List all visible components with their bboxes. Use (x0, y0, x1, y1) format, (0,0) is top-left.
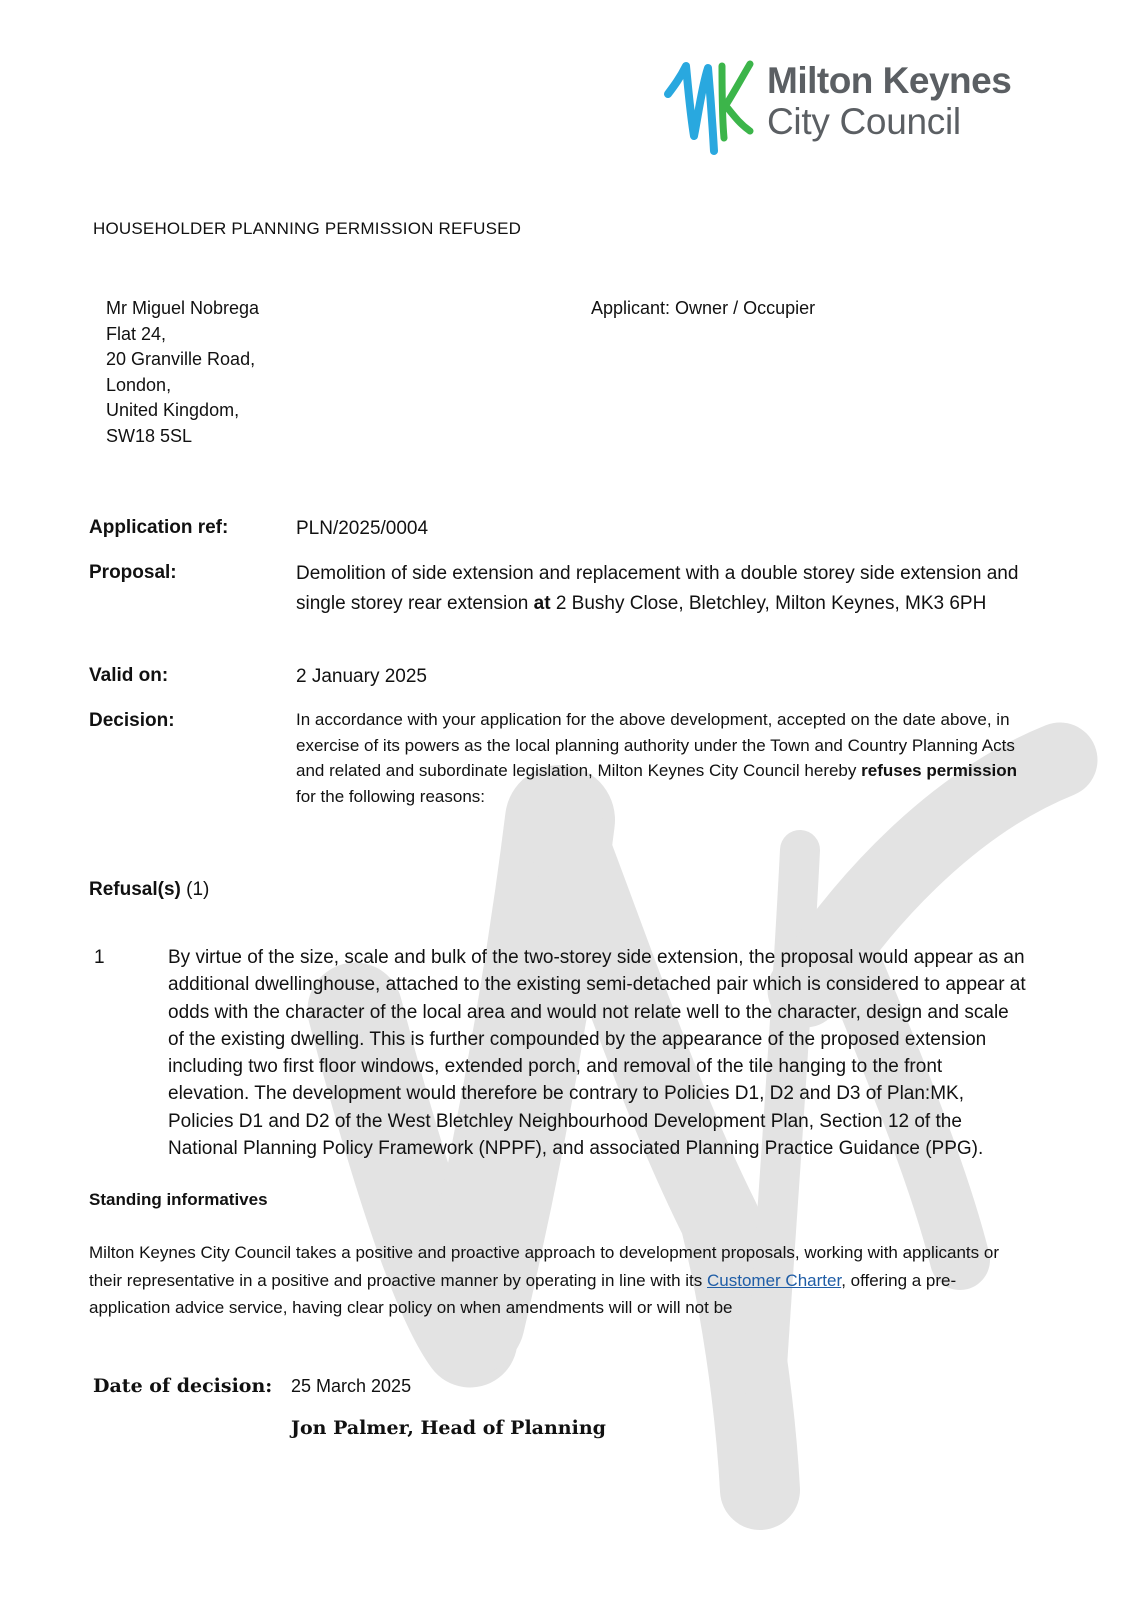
address-line-street: 20 Granville Road, (106, 349, 256, 369)
decision-label: Decision: (89, 710, 175, 731)
application-ref-value: PLN/2025/0004 (296, 518, 429, 539)
address-line-name: Mr Miguel Nobrega (106, 298, 260, 318)
logo-text-line2: City Council (767, 101, 961, 142)
refusal-text: By virtue of the size, scale and bulk of the two-storey side extension, the proposal would appear as an additional dwellinghouse, attached to the existing semi-detached pair which is considered to appear at odds with the character of the local area and would not relate well to the character, design and scale of the existing dwelling. This is further compounded by the appearance of the proposed extension including two first floor windows, extended porch, and removal of the tile hanging to the front elevation. The development would therefore be contrary to Policies D1, D2 and D3 of Plan:MK, Policies D1 and D2 of the West Bletchley Neighbourhood Development Plan, Section 12 of the National Planning Policy Framework (NPPF), and associated Planning Practice Guidance (PPG). (168, 947, 1026, 1160)
mk-logo-icon (660, 56, 760, 156)
decision-text-2: for the following reasons: (296, 786, 485, 806)
valid-on-label: Valid on: (89, 665, 169, 686)
informatives-text (89, 1239, 1014, 1322)
refusals-heading-text: Refusal(s) (89, 879, 181, 900)
customer-charter-link[interactable]: Customer Charter (707, 1270, 842, 1290)
date-of-decision-label: Date of decision: (93, 1375, 273, 1397)
signatory: Jon Palmer, Head of Planning (291, 1417, 606, 1439)
address-line-postcode: SW18 5SL (106, 425, 193, 446)
proposal-text: Demolition of side extension and replacement with a double storey side extension and single storey rear extension (296, 563, 1019, 614)
address-line-flat: Flat 24, (106, 323, 167, 344)
informatives-text-2: , offering a pre-application advice service, having clear policy on when amendments will or will not be (89, 1270, 957, 1317)
decision-text-1: In accordance with your application for the above development, accepted on the date above, in exercise of its powers as the local planning authority under the Town and Country Planning Acts and related and subordinate legislation, Milton Keynes City Council hereby (296, 710, 1015, 780)
refusal-number: 1 (94, 947, 105, 968)
decision-value (296, 707, 1021, 809)
applicant-role: Applicant: Owner / Occupier (591, 298, 816, 318)
address-line-country: United Kingdom, (106, 400, 240, 420)
proposal-at: at (533, 592, 551, 614)
proposal-location: 2 Bushy Close, Bletchley, Milton Keynes, MK3 6PH (555, 592, 987, 614)
logo-text-line1: Milton Keynes (767, 60, 1012, 101)
proposal-label: Proposal: (89, 562, 177, 583)
refusals-count: (1) (186, 879, 210, 900)
application-ref-label: Application ref: (89, 517, 229, 538)
informatives-heading: Standing informatives (89, 1190, 268, 1209)
decision-bold: refuses permission (861, 761, 1018, 780)
valid-on-value: 2 January 2025 (296, 666, 427, 687)
addressee-block (106, 296, 259, 449)
date-of-decision-value: 25 March 2025 (291, 1376, 412, 1396)
informatives-text-1: Milton Keynes City Council takes a positive and proactive approach to development proposals, working with applicants or their representative in a positive and proactive manner by operating in line with its (89, 1243, 999, 1290)
document-title: HOUSEHOLDER PLANNING PERMISSION REFUSED (93, 219, 522, 238)
refusals-heading (89, 879, 209, 901)
address-line-city: London, (106, 374, 172, 395)
proposal-value (296, 559, 1041, 618)
